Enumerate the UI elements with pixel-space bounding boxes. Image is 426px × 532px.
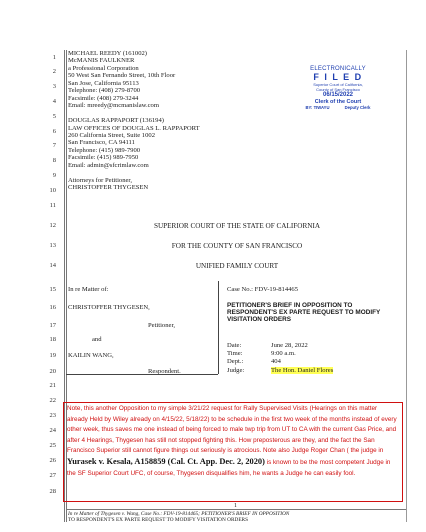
line-number: 8	[52, 157, 56, 164]
attorney-block-line: LAW OFFICES OF DOUGLAS L. RAPPAPORT	[68, 124, 200, 132]
attorney-block-line	[68, 169, 200, 176]
footer	[68, 511, 289, 524]
caption-matter: In re Matter of:	[68, 286, 109, 293]
attorney-block-line: MICHAEL REEDY (161002)	[68, 50, 147, 57]
annotation-text-after: is known to be the most competent Judge in the SF Superior Court UFC, of course, Thygesen disqualifies him, he wants a Judge he can easily fool.	[67, 458, 391, 477]
attorney-block-line: a Professional Corporation	[68, 64, 139, 72]
respondent-role: Respondent.	[148, 368, 181, 375]
stamp-court: Superior Court of California,	[313, 82, 363, 87]
page-number: 1	[234, 503, 237, 509]
electronic-filing-stamp	[296, 66, 380, 110]
line-number: 28	[49, 488, 56, 495]
line-number: 7	[52, 142, 56, 149]
hearing-judge-label: Judge:	[227, 367, 245, 374]
line-number: 18	[49, 336, 56, 343]
line-number: 6	[52, 128, 56, 135]
attorney-block-line: 50 West San Fernando Street, 10th Floor	[68, 72, 176, 80]
county-name: FOR THE COUNTY OF SAN FRANCISCO	[171, 242, 303, 250]
line-number: 20	[49, 368, 56, 375]
red-annotation-box	[63, 402, 403, 502]
line-number: 23	[49, 412, 56, 419]
line-number: 15	[49, 286, 56, 293]
line-number: 5	[52, 113, 56, 120]
stamp-line1: ELECTRONICALLY	[310, 66, 366, 72]
line-number: 1	[52, 54, 56, 61]
attorney-block-line: McMANIS FAULKNER	[68, 57, 135, 65]
stamp-filed: F I L E D	[313, 72, 363, 82]
footer-line2: TO RESPONDENT'S EX PARTE REQUEST TO MODIFY VISITATION ORDERS	[68, 517, 249, 524]
attorney-block	[68, 50, 200, 192]
court-division: UNIFIED FAMILY COURT	[195, 262, 279, 270]
caption-underline	[66, 374, 218, 375]
hearing-judge: The Hon. Daniel Flores	[271, 367, 334, 374]
hearing-date: June 28, 2022	[271, 342, 308, 349]
line-number: 13	[49, 242, 56, 249]
attorney-block-line: CHRISTOFFER THYGESEN	[68, 184, 149, 192]
line-number: 12	[49, 222, 56, 229]
line-number: 3	[52, 83, 56, 90]
hearing-time: 9:00 a.m.	[271, 350, 296, 357]
line-number: 22	[49, 397, 56, 404]
hearing-dept-label: Dept.:	[227, 358, 244, 365]
caption-and: and	[92, 336, 102, 343]
annotation-case-cite: Yurasek v. Kesala, A158859 (Cal. Ct. App. Dec. 2, 2020)	[67, 456, 265, 466]
line-number: 27	[49, 472, 56, 479]
attorney-block-line: San Jose, California 95113	[68, 79, 139, 87]
annotation-text-before: Note, this another Opposition to my simple 3/21/22 request for Rally Supervised Visits (Hearings on this matter already Held by Wiley already on 4/15/22, 5/18/22) to be schedule in the first two week of the months instead of every other week, thus saves me one instead of being forced to male twp trip from UT to CA with the current Gas Price, and after 4 Hearings, Thygesen has still not stopped fighting this. How preposterous are they, and the fact the San Francisco Superior still cannot figure things out seriously is atrocious. Note also Judge Roger Chan ( the judge in	[67, 405, 397, 455]
attorney-block-line: Telephone: (408) 279-8700	[68, 87, 141, 95]
attorney-block-line: Email: mreedy@mcmanislaw.com	[68, 102, 159, 110]
attorney-block-line: Facsimile: (415) 989-7950	[68, 154, 139, 162]
line-number: 25	[49, 442, 56, 449]
petitioner-name: CHRISTOFFER THYGESEN,	[68, 304, 150, 311]
brief-title: PETITIONER'S BRIEF IN OPPOSITION TO RESPONDENT'S EX PARTE REQUEST TO MODIFY VISITATION ORDERS	[227, 302, 381, 324]
attorney-block-line: Facsimile: (408) 279-3244	[68, 94, 139, 102]
stamp-deputy: Deputy Clerk	[344, 105, 371, 110]
line-number: 26	[49, 457, 56, 464]
right-margin-rule	[406, 50, 407, 522]
line-number: 16	[49, 304, 56, 311]
hearing-time-label: Time:	[227, 350, 243, 357]
stamp-by-row	[296, 105, 380, 110]
line-number: 21	[49, 382, 56, 389]
attorney-block-line: DOUGLAS RAPPAPORT (136194)	[68, 117, 164, 125]
attorney-block-line: San Francisco, CA 94111	[68, 139, 135, 147]
line-number: 4	[52, 98, 56, 105]
attorney-block-line	[68, 110, 200, 117]
stamp-by: BY: TIWAYU	[305, 105, 330, 110]
line-number: 9	[52, 172, 56, 179]
petitioner-role: Petitioner,	[148, 322, 176, 329]
attorney-block-line: 260 California Street, Suite 1002	[68, 131, 155, 139]
attorney-block-line: Attorneys for Petitioner,	[68, 176, 133, 184]
line-number: 14	[49, 262, 56, 269]
court-name: SUPERIOR COURT OF THE STATE OF CALIFORNIA	[153, 222, 321, 230]
line-number: 24	[49, 427, 56, 434]
case-number: Case No.: FDV-19-814465	[227, 286, 299, 293]
footer-rule	[66, 509, 406, 510]
hearing-dept: 404	[271, 358, 281, 365]
line-number: 19	[49, 352, 56, 359]
attorney-block-line: Telephone: (415) 989-7900	[68, 146, 141, 154]
respondent-name: KAILIN WANG,	[68, 352, 114, 359]
line-number: 10	[49, 187, 56, 194]
line-number: 2	[52, 68, 56, 75]
attorney-block-line: Email: admin@sfcrimlaw.com	[68, 161, 149, 169]
caption-divider	[218, 281, 219, 374]
footer-line1: In re Matter of Thygesen v. Wang, Case No.: FDV-19-814465; PETITIONER'S BRIEF IN OPPOSITION	[68, 511, 290, 517]
stamp-date: 06/15/2022	[322, 92, 354, 98]
hearing-date-label: Date:	[227, 342, 242, 349]
line-number: 11	[49, 202, 56, 209]
line-number: 17	[49, 322, 56, 329]
stamp-clerk: Clerk of the Court	[314, 99, 362, 105]
stamp-county: County of San Francisco	[316, 87, 360, 92]
